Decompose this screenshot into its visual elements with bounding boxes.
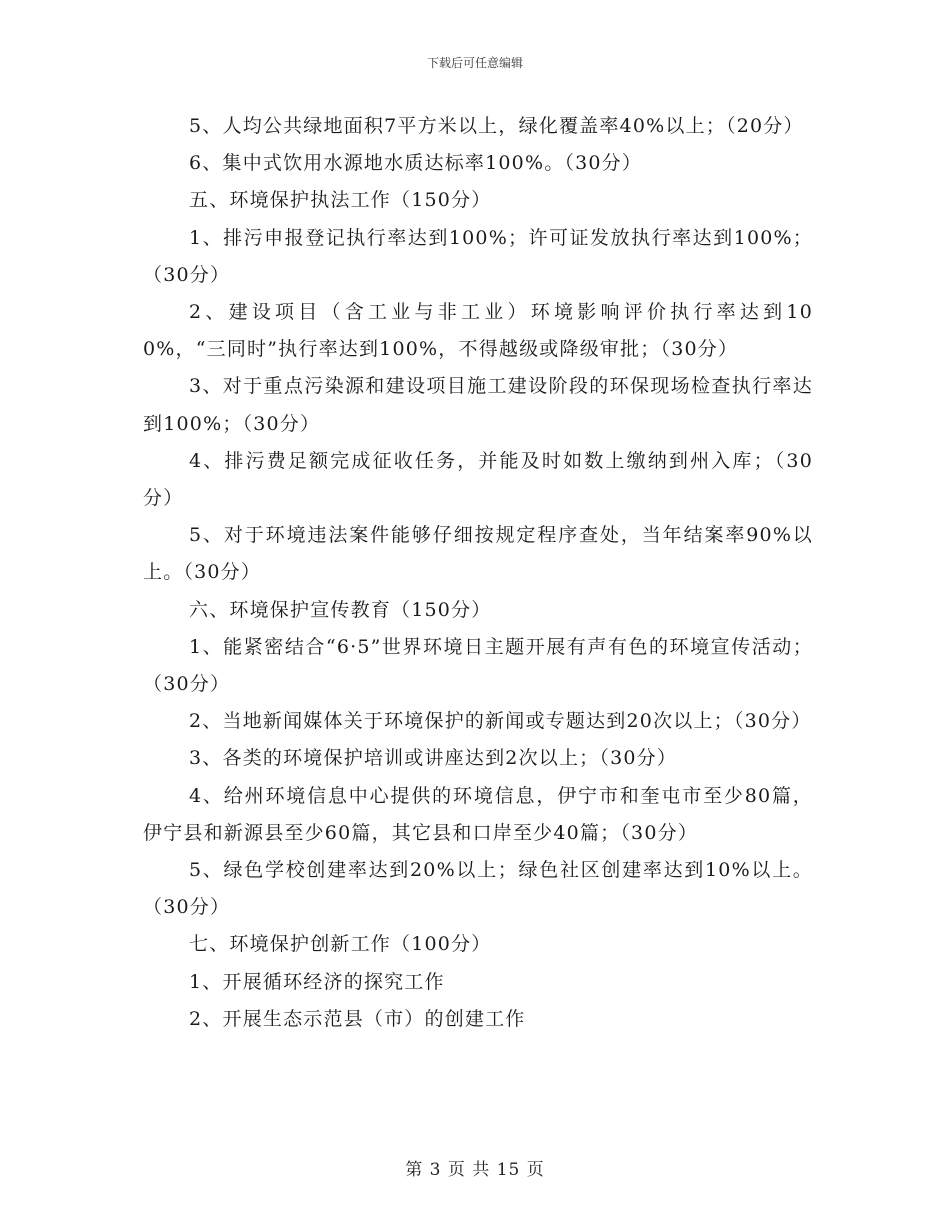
paragraph: 1、排污申报登记执行率达到100%；许可证发放执行率达到100%；（30分） <box>143 226 813 286</box>
paragraph: 5、人均公共绿地面积7平方米以上，绿化覆盖率40%以上；（20分） <box>189 115 804 137</box>
section-heading: 七、环境保护创新工作（100分） <box>189 933 492 956</box>
section-heading: 六、环境保护宣传教育（150分） <box>189 598 492 621</box>
paragraph: 5、对于环境违法案件能够仔细按规定程序查处，当年结案率90%以上。（30分） <box>143 524 813 584</box>
document-body <box>143 108 813 1038</box>
paragraph: 3、对于重点污染源和建设项目施工建设阶段的环保现场检查执行率达到100%；（30分） <box>143 375 813 435</box>
paragraph: 3、各类的环境保护培训或讲座达到2次以上；（30分） <box>189 747 678 770</box>
paragraph: 6、集中式饮用水源地水质达标率100%。（30分） <box>189 152 643 175</box>
paragraph: 4、排污费足额完成征收任务，并能及时如数上缴纳到州入库；（30分） <box>143 449 813 510</box>
page-number-footer: 第 3 页 共 15 页 <box>405 1160 545 1180</box>
page-header: 下载后可任意编辑 <box>426 56 523 70</box>
paragraph: 2、当地新闻媒体关于环境保护的新闻或专题达到20次以上；（30分） <box>189 710 812 733</box>
paragraph: 5、绿色学校创建率达到20%以上；绿色社区创建率达到10%以上。（30分） <box>143 859 813 919</box>
paragraph: 4、给州环境信息中心提供的环境信息，伊宁市和奎屯市至少80篇，伊宁县和新源县至少60篇，其它县和口岸至少40篇；（30分） <box>143 784 813 844</box>
paragraph: 1、能紧密结合“6·5”世界环境日主题开展有声有色的环境宣传活动；（30分） <box>143 635 813 696</box>
paragraph: 1、开展循环经济的探究工作 <box>189 970 445 993</box>
paragraph: 2、开展生态示范县（市）的创建工作 <box>189 1007 526 1030</box>
section-heading: 五、环境保护执法工作（150分） <box>189 189 492 212</box>
paragraph: 2、建设项目（含工业与非工业）环境影响评价执行率达到100%，“三同时”执行率达到100%，不得越级或降级审批；（30分） <box>143 301 813 361</box>
